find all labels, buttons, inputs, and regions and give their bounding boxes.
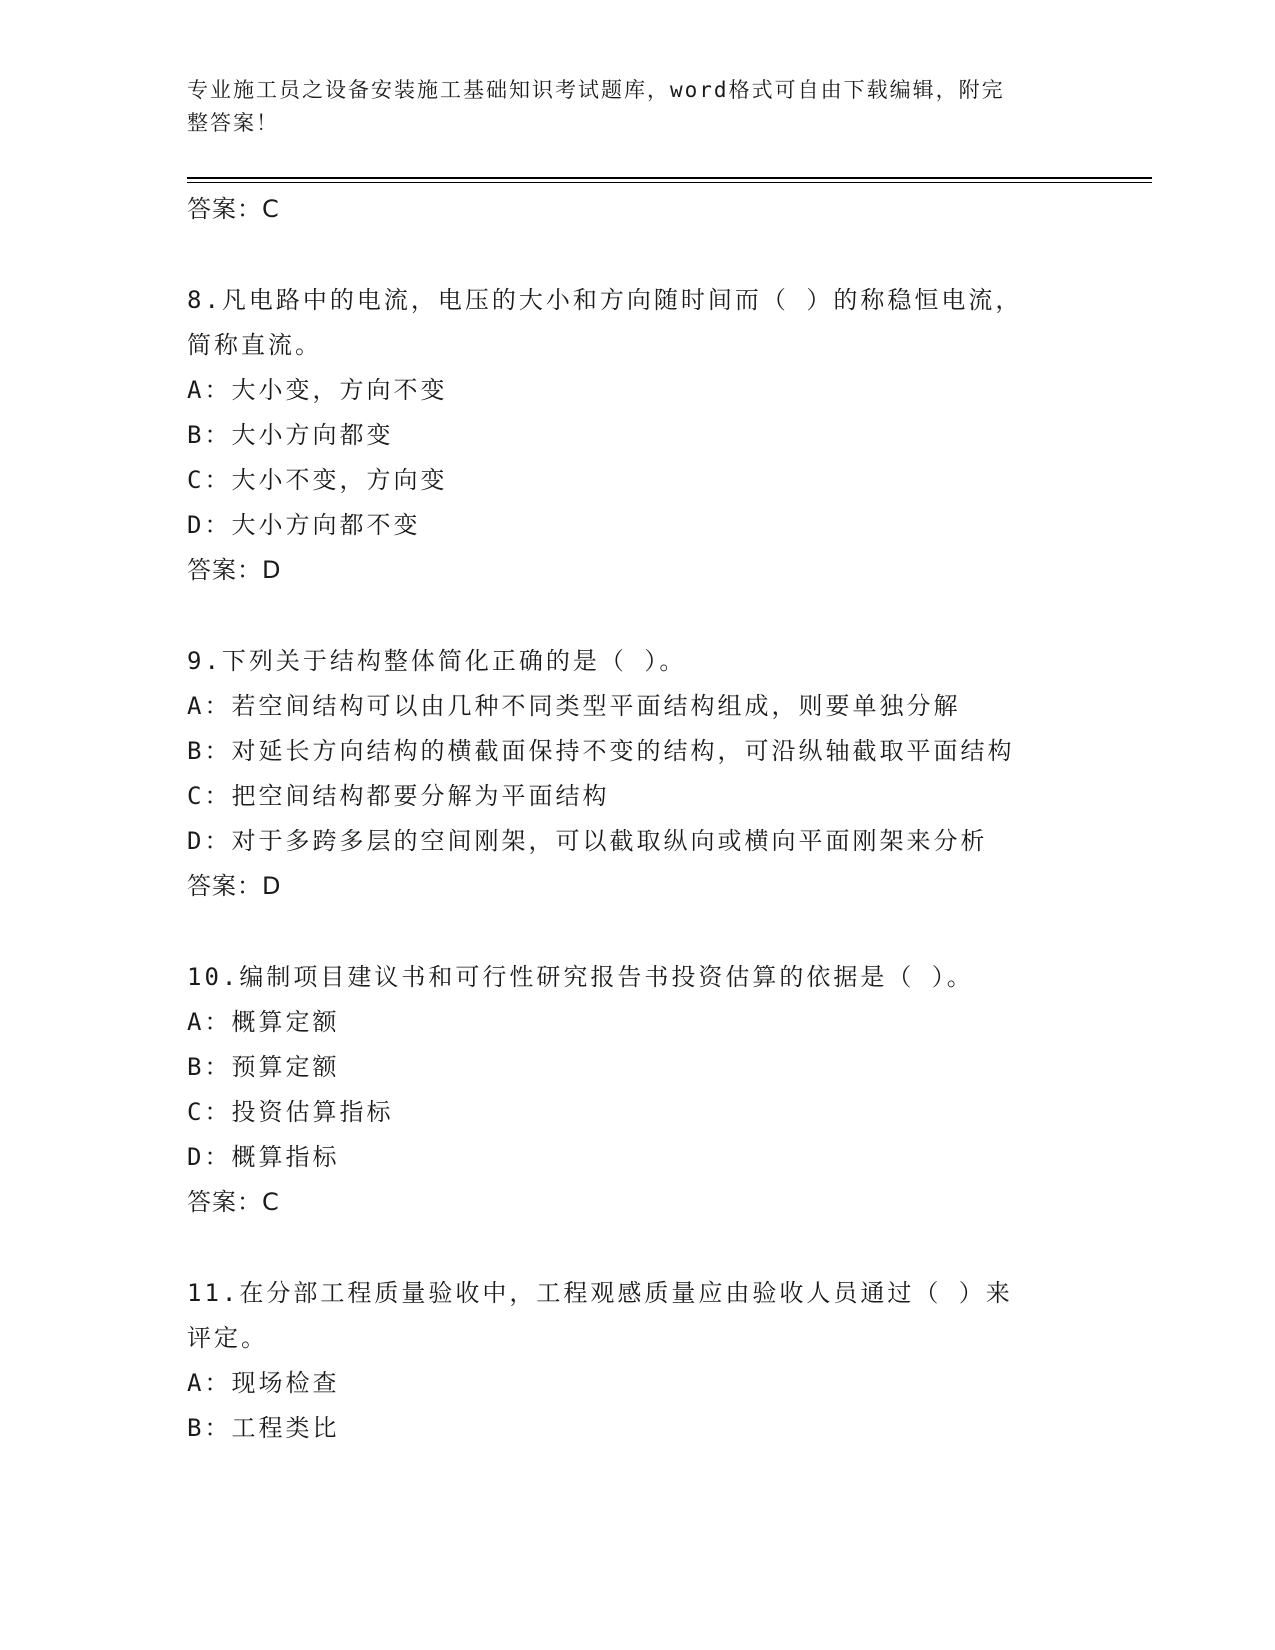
question-stem: 9.下列关于结构整体简化正确的是（ ）。	[187, 647, 687, 675]
option-a: A：大小变，方向不变	[187, 376, 448, 404]
option-a: A：概算定额	[187, 1008, 340, 1036]
question-stem: 11.在分部工程质量验收中，工程观感质量应由验收人员通过（ ）来	[187, 1279, 1013, 1307]
question-stem: 10.编制项目建议书和可行性研究报告书投资估算的依据是（ ）。	[187, 963, 974, 991]
question-stem: 简称直流。	[187, 331, 322, 359]
option-d: D：概算指标	[187, 1143, 340, 1171]
spacer	[187, 593, 1147, 639]
option-c: C：投资估算指标	[187, 1098, 394, 1126]
question-9	[187, 639, 1147, 909]
spacer	[187, 1225, 1147, 1271]
option-a: A：现场检查	[187, 1369, 340, 1397]
option-c: C：把空间结构都要分解为平面结构	[187, 782, 610, 810]
option-b: B：大小方向都变	[187, 421, 394, 449]
header-divider-thin	[187, 182, 1152, 183]
option-b: B：预算定额	[187, 1053, 340, 1081]
question-stem: 8.凡电路中的电流，电压的大小和方向随时间而（ ）的称稳恒电流，	[187, 286, 1023, 314]
header-line-2: 整答案！	[187, 111, 279, 135]
option-a: A：若空间结构可以由几种不同类型平面结构组成，则要单独分解	[187, 692, 961, 720]
option-c: C：大小不变，方向变	[187, 466, 448, 494]
header-line-1: 专业施工员之设备安装施工基础知识考试题库，word格式可自由下载编辑，附完	[187, 78, 1005, 102]
question-10	[187, 955, 1147, 1225]
spacer	[187, 232, 1147, 278]
option-d: D：对于多跨多层的空间刚架，可以截取纵向或横向平面刚架来分析	[187, 827, 988, 855]
option-b: B：工程类比	[187, 1414, 340, 1442]
answer: 答案：D	[187, 556, 282, 584]
question-8	[187, 278, 1147, 593]
question-stem: 评定。	[187, 1324, 268, 1352]
option-b: B：对延长方向结构的横截面保持不变的结构，可沿纵轴截取平面结构	[187, 737, 1015, 765]
header-divider-thick	[187, 177, 1152, 179]
spacer	[187, 909, 1147, 955]
answer: 答案：D	[187, 872, 282, 900]
answer: 答案：C	[187, 1188, 280, 1216]
document-header	[187, 74, 1067, 140]
question-11	[187, 1271, 1147, 1451]
question-list	[187, 187, 1147, 1451]
option-d: D：大小方向都不变	[187, 511, 421, 539]
answer-q7: 答案：C	[187, 195, 280, 223]
